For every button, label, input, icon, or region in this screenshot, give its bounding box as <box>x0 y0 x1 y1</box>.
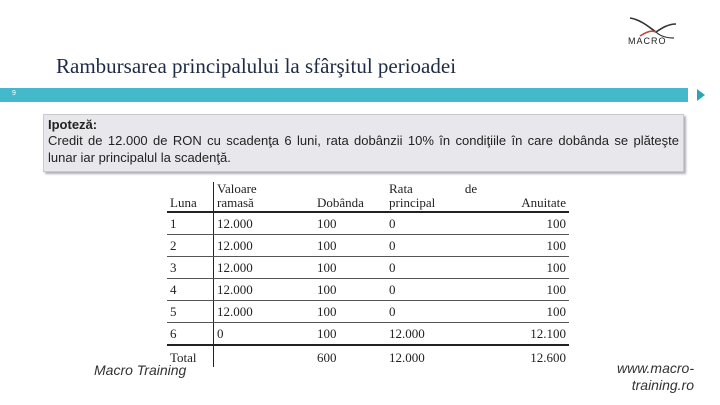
header-rata-line1 <box>389 182 487 196</box>
table-header-row <box>167 182 569 212</box>
hypothesis-title: Ipoteză: <box>48 117 98 132</box>
cell-valoare: 12.000 <box>214 279 315 301</box>
cell-dobanda: 100 <box>314 257 386 279</box>
table-total-row <box>167 345 569 367</box>
next-arrow-icon[interactable] <box>697 89 705 101</box>
cell-valoare: 12.000 <box>214 235 315 257</box>
table-row <box>167 257 569 279</box>
cell-total-rata: 12.000 <box>386 345 490 367</box>
cell-dobanda: 100 <box>314 235 386 257</box>
footer-company: Macro Training <box>94 362 187 378</box>
cell-anuitate: 100 <box>490 257 569 279</box>
hypothesis-box <box>43 114 684 172</box>
cell-valoare: 12.000 <box>214 257 315 279</box>
cell-rata: 0 <box>386 235 490 257</box>
cell-luna: 5 <box>167 301 214 323</box>
header-rata-de: de <box>464 181 478 196</box>
repayment-table <box>167 182 569 367</box>
table-row <box>167 323 569 346</box>
table-row <box>167 279 569 301</box>
cell-dobanda: 100 <box>314 212 386 235</box>
footer-website[interactable]: www.macro-training.ro <box>616 360 694 393</box>
cell-total-dobanda: 600 <box>314 345 386 367</box>
header-valoare <box>214 182 315 212</box>
cell-luna: 4 <box>167 279 214 301</box>
cell-anuitate: 100 <box>490 279 569 301</box>
cell-total-label: Total <box>167 345 214 367</box>
cell-rata: 0 <box>386 257 490 279</box>
slide-title: Rambursarea principalului la sfârşitul perioadei <box>56 54 457 78</box>
header-valoare-line2: ramasă <box>217 195 254 210</box>
cell-rata: 12.000 <box>386 323 490 346</box>
cell-luna: 2 <box>167 235 214 257</box>
hypothesis-text: Credit de 12.000 de RON cu scadenţa 6 luni, rata dobânzii 10% în condiţiile în care dobânda se plăteşte lunar iar principalul la scadenţă. <box>48 133 679 165</box>
cell-anuitate: 100 <box>490 301 569 323</box>
table-row <box>167 212 569 235</box>
cell-dobanda: 100 <box>314 279 386 301</box>
cell-valoare: 12.000 <box>214 301 315 323</box>
cell-total-valoare <box>214 345 315 367</box>
slide-number: 9 <box>12 90 16 97</box>
cell-luna: 3 <box>167 257 214 279</box>
cell-valoare: 0 <box>214 323 315 346</box>
header-anuitate: Anuitate <box>490 182 569 212</box>
cell-anuitate: 100 <box>490 212 569 235</box>
cell-valoare: 12.000 <box>214 212 315 235</box>
header-rata-line2: principal <box>389 195 436 210</box>
header-dobanda: Dobânda <box>314 182 386 212</box>
accent-bar <box>0 88 688 102</box>
cell-dobanda: 100 <box>314 323 386 346</box>
header-luna: Luna <box>167 182 214 212</box>
logo-text: MACRO <box>628 36 667 46</box>
cell-anuitate: 100 <box>490 235 569 257</box>
table-row <box>167 235 569 257</box>
header-valoare-line1: Valoare <box>217 181 257 196</box>
cell-luna: 1 <box>167 212 214 235</box>
header-rata <box>386 182 490 212</box>
cell-rata: 0 <box>386 279 490 301</box>
table-row <box>167 301 569 323</box>
cell-dobanda: 100 <box>314 301 386 323</box>
cell-rata: 0 <box>386 212 490 235</box>
header-rata-word: Rata <box>389 181 413 196</box>
cell-total-anuitate: 12.600 <box>490 345 569 367</box>
cell-luna: 6 <box>167 323 214 346</box>
cell-rata: 0 <box>386 301 490 323</box>
cell-anuitate: 12.100 <box>490 323 569 346</box>
